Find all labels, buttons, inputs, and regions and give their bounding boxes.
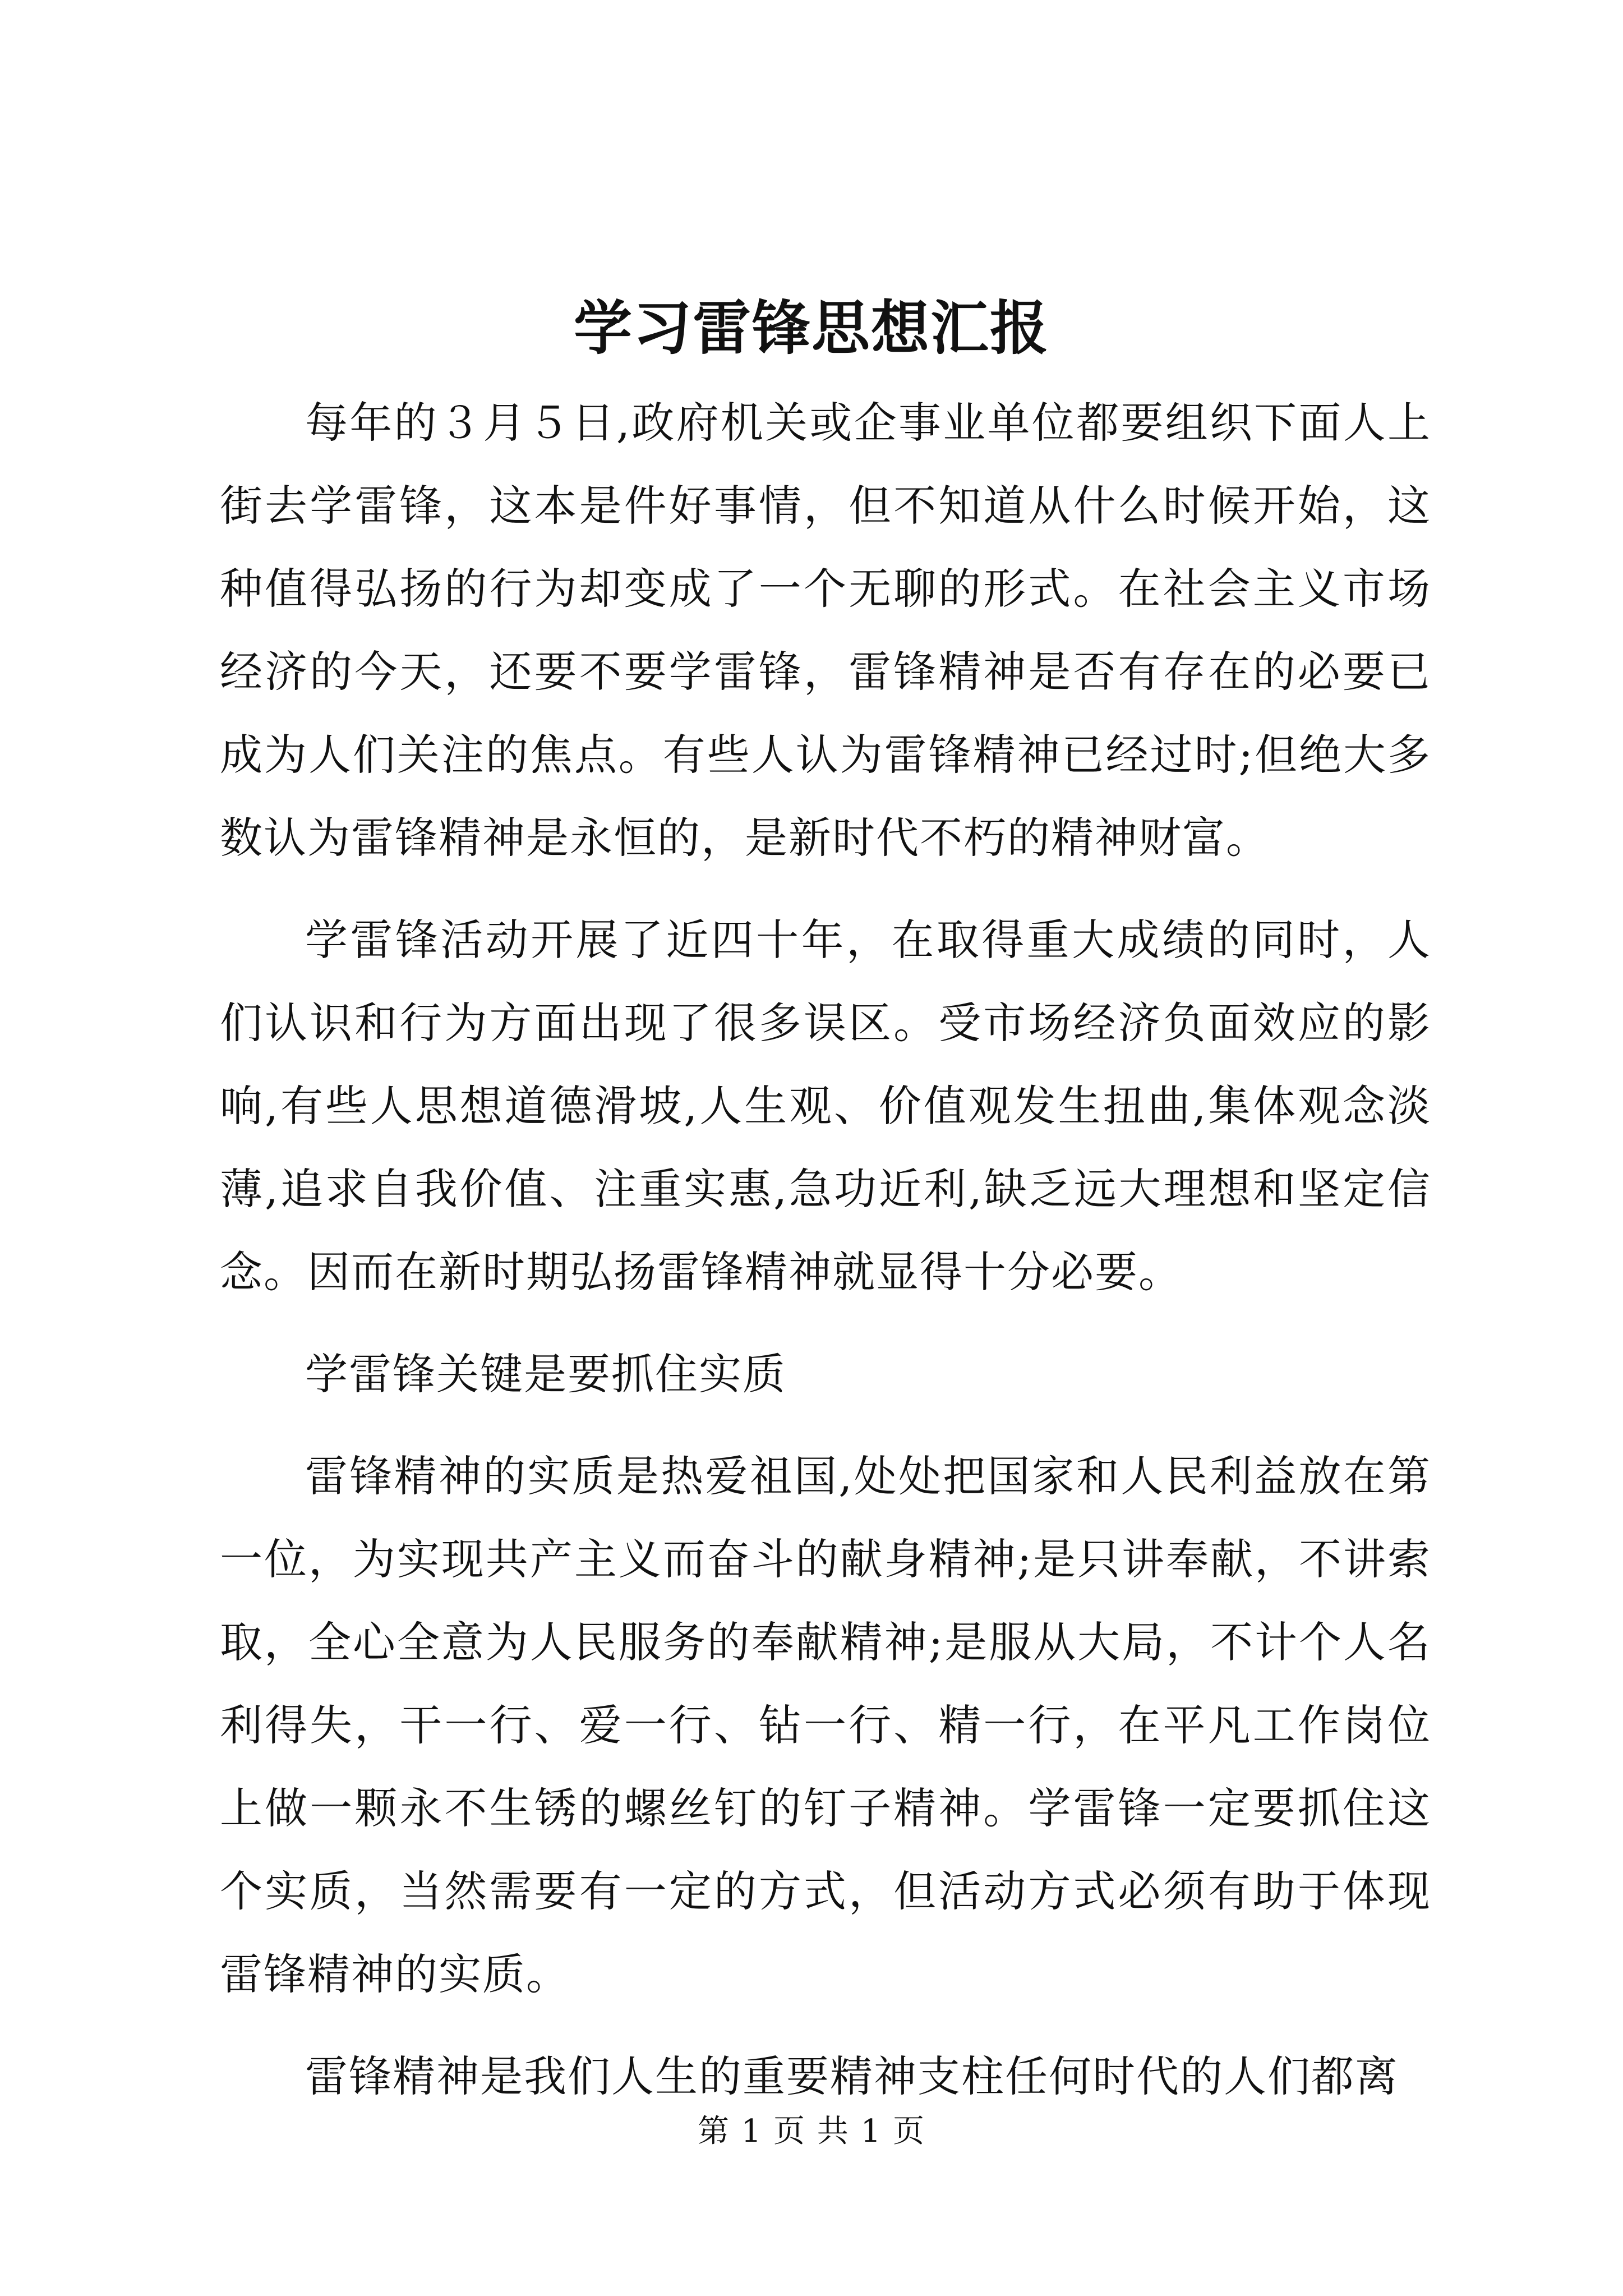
section-heading: 学雷锋关键是要抓住实质 [305, 1349, 786, 1399]
paragraph-2: 学雷锋活动开展了近四十年，在取得重大成绩的同时，人们认识和行为方面出现了很多误区。受市场经济负面效应的影响,有些人思想道德滑坡,人生观、价值观发生扭曲,集体观念淡薄,追求自我价值、注重实惠,急功近利,缺乏远大理想和坚定信念。因而在新时期弘扬雷锋精神就显得十分必要。 [220, 915, 1431, 1297]
paragraph-4: 雷锋精神是我们人生的重要精神支柱任何时代的人们都离 [305, 2051, 1399, 2101]
document-body [220, 381, 1431, 2137]
paragraph-3: 雷锋精神的实质是热爱祖国,处处把国家和人民利益放在第一位，为实现共产主义而奋斗的献身精神;是只讲奉献，不讲索取，全心全意为人民服务的奉献精神;是服从大局，不计个人名利得失，干一行、爱一行、钻一行、精一行，在平凡工作岗位上做一颗永不生锈的螺丝钉的钉子精神。学雷锋一定要抓住这个实质，当然需要有一定的方式，但活动方式必须有助于体现雷锋精神的实质。 [220, 1451, 1431, 1999]
document-title: 学习雷锋思想汇报 [573, 293, 1049, 362]
paragraph-1: 每年的３月５日,政府机关或企事业单位都要组织下面人上街去学雷锋，这本是件好事情，但不知道从什么时候开始，这种值得弘扬的行为却变成了一个无聊的形式。在社会主义市场经济的今天，还要不要学雷锋，雷锋精神是否有存在的必要已成为人们关注的焦点。有些人认为雷锋精神已经过时;但绝大多数认为雷锋精神是永恒的，是新时代不朽的精神财富。 [220, 398, 1431, 863]
page-footer: 第 1 页 共 1 页 [697, 2113, 926, 2150]
